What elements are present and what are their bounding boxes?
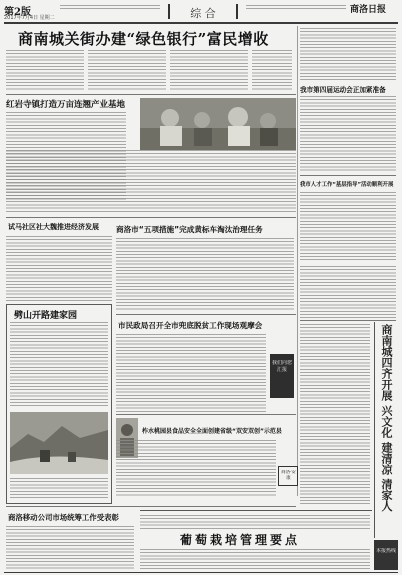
pishan-photo-graphic bbox=[10, 412, 108, 474]
mid-rule-1 bbox=[6, 217, 296, 218]
civil-affairs-body bbox=[116, 334, 266, 412]
work-labor-body bbox=[300, 192, 396, 262]
small-logo-text: 商洛·安康 bbox=[281, 470, 296, 481]
lower-rule bbox=[6, 506, 296, 507]
yangxian-headline: 柞水桃园县食品安全全面创建省级“双安双创”示范县 bbox=[142, 428, 282, 435]
paper-logo: 商洛日报 bbox=[350, 5, 387, 15]
hongyan-headline: 红岩寺镇打造万亩连翘产业基地 bbox=[6, 100, 126, 110]
page-bottom-rule bbox=[4, 572, 398, 573]
right-column-divider bbox=[297, 26, 298, 496]
work-labor-headline: 我市人才工作“基层指导”活动顺利开展 bbox=[300, 182, 394, 188]
hotline-text: 本报热线 bbox=[375, 548, 396, 554]
right-rule-2 bbox=[300, 320, 396, 321]
masthead-rule bbox=[4, 22, 398, 24]
pishan-headline: 劈山开路建家园 bbox=[14, 311, 78, 321]
lead-rule bbox=[6, 94, 296, 95]
five-measures-headline: 商洛市“五项措施”完成黄标车淘汰治理任务 bbox=[116, 225, 263, 234]
side-column-text: 商南城四齐开展 兴文化 建清凉 清家人 bbox=[380, 324, 393, 512]
county-sports-body bbox=[300, 96, 396, 172]
grape-body bbox=[140, 549, 370, 571]
section-label: 综 合 bbox=[190, 7, 216, 20]
masthead-info-right bbox=[246, 5, 346, 10]
lead-body-col-3 bbox=[170, 50, 248, 90]
stamp-text: 我们向您汇报 bbox=[272, 360, 292, 373]
mid-rule-2 bbox=[116, 314, 296, 315]
right-mid-body bbox=[300, 266, 396, 318]
pishan-caption bbox=[10, 478, 108, 500]
shishan-body bbox=[6, 236, 112, 302]
lead-body-col-1 bbox=[6, 50, 84, 90]
grape-headline: 葡萄栽培管理要点 bbox=[180, 533, 301, 547]
commerce-headline: 商洛移动公司市场统筹工作受表彰 bbox=[8, 513, 119, 522]
side-column-box bbox=[374, 322, 396, 538]
hongyan-body-lower bbox=[6, 150, 296, 214]
masthead-info-left bbox=[60, 5, 160, 10]
pishan-photo bbox=[10, 412, 108, 474]
pishan-body bbox=[10, 322, 108, 408]
lead-photo bbox=[140, 98, 296, 150]
lead-body-col-2 bbox=[88, 50, 166, 90]
right-rule-1 bbox=[300, 175, 396, 176]
lead-photo-graphic bbox=[140, 98, 296, 150]
date-line: 2017年7月4日 星期二 bbox=[4, 15, 55, 21]
civil-affairs-headline: 市民政局召开全市兜底脱贫工作现场观摩会 bbox=[118, 321, 263, 330]
hotline-box bbox=[374, 540, 398, 570]
right-top-body bbox=[300, 28, 396, 80]
small-logo bbox=[278, 466, 298, 486]
lead-body-col-4 bbox=[252, 50, 292, 90]
shishan-headline: 试马社区社大魏推进经济发展 bbox=[8, 223, 99, 231]
county-sports-headline: 我市第四届运动会正加紧准备 bbox=[300, 86, 386, 94]
five-measures-body bbox=[116, 238, 294, 310]
right-lower-body bbox=[300, 324, 370, 504]
lead-headline: 商南城关街办建“绿色银行”富民增收 bbox=[18, 30, 269, 48]
stamp-icon bbox=[270, 354, 294, 398]
mid-rule-3 bbox=[116, 414, 296, 415]
masthead bbox=[0, 0, 402, 22]
grape-body-top bbox=[140, 515, 370, 529]
page-number: 第2版 bbox=[4, 7, 31, 18]
yangxian-body bbox=[116, 440, 276, 496]
grape-box bbox=[140, 510, 372, 572]
section-box bbox=[168, 4, 238, 19]
commerce-body bbox=[6, 526, 134, 570]
